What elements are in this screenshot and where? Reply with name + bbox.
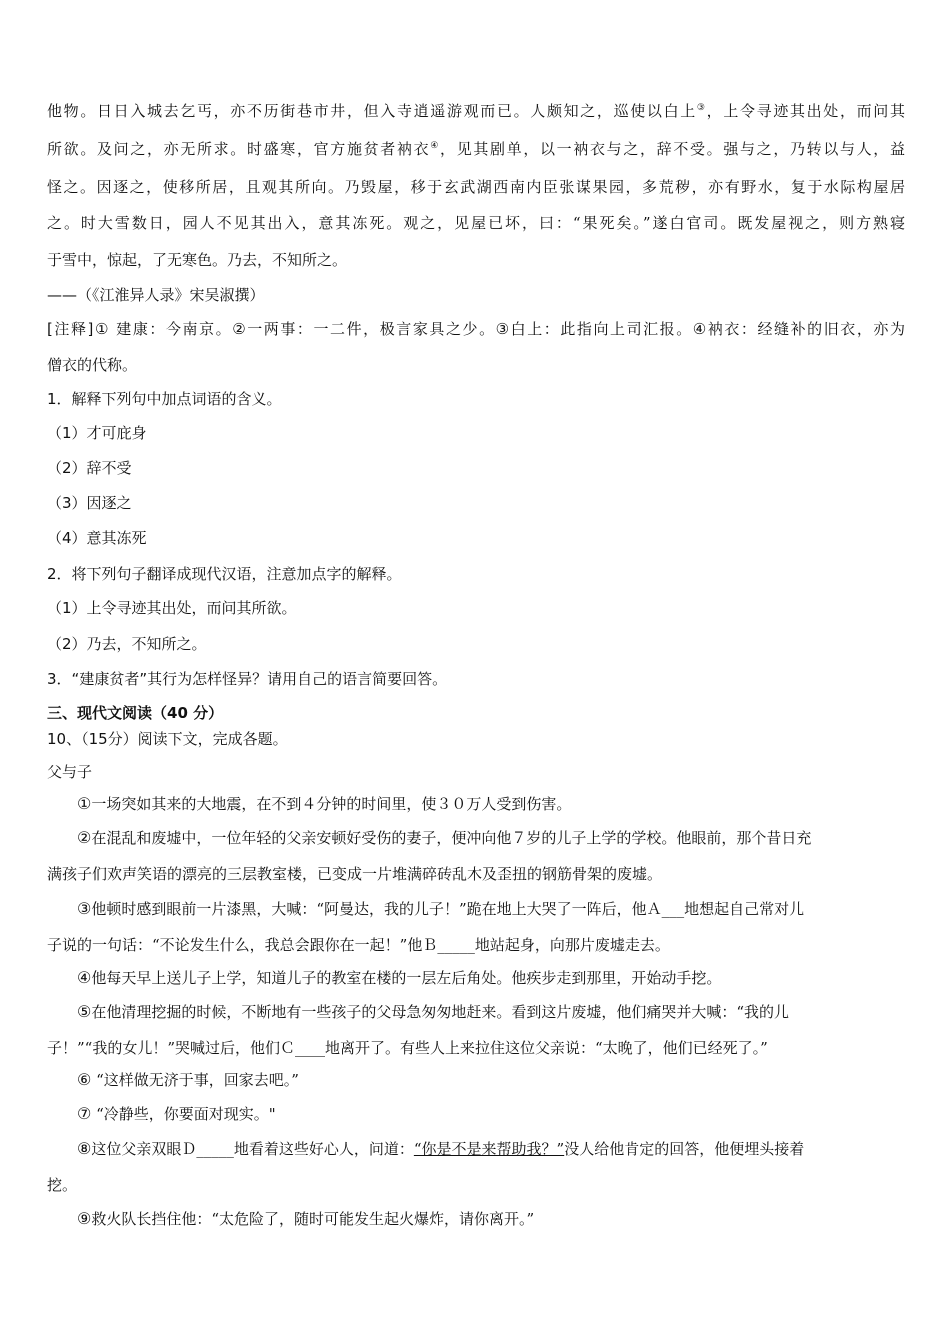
passage-line-3: 怪之。因逐之，使移所居，且观其所向。乃毁屋，移于玄武湖西南内臣张谋果园，多荒秽，亦有野水，复于水际构屋居 <box>47 178 905 196</box>
passage-note: [注释]① 建康：今南京。②一两事：一二件，极言家具之少。③白上：此指向上司汇报。④衲衣：经缝补的旧衣，亦为 <box>47 320 905 338</box>
story-paragraph-8: ⑧这位父亲双眼Ｄ_____地看着这些好心人，问道：“你是不是来帮助我？”没人给他肯定的回答，他便埋头接着 <box>77 1139 805 1158</box>
story-paragraph-1: ①一场突如其来的大地震，在不到４分钟的时间里，使３０万人受到伤害。 <box>77 794 572 813</box>
passage-line-2: 所欲。及问之，亦无所求。时盛寒，官方施贫者衲衣④，见其剧单，以一衲衣与之，辞不受。强与之，乃转以与人，益 <box>47 140 905 158</box>
story-paragraph-2: ②在混乱和废墟中，一位年轻的父亲安顿好受伤的妻子，便冲向他７岁的儿子上学的学校。他眼前，那个昔日充 <box>77 828 812 847</box>
passage-note-cont: 僧衣的代称。 <box>47 356 138 374</box>
question-2: 2．将下列句子翻译成现代汉语，注意加点字的解释。 <box>47 565 402 583</box>
passage-line-5: 于雪中，惊起，了无寒色。乃去，不知所之。 <box>47 251 348 269</box>
story-paragraph-3: ③他顿时感到眼前一片漆黑，大喊：“阿曼达，我的儿子！”跪在地上大哭了一阵后，他Ａ___地想起自己常对儿 <box>77 899 805 918</box>
question-2-item: （1）上令寻迹其出处，而问其所欲。 <box>47 599 297 617</box>
story-paragraph-7: ⑦ “冷静些，你要面对现实。" <box>77 1104 276 1123</box>
story-paragraph-5-cont: 子！”“我的女儿！”哭喊过后，他们Ｃ____地离开了。有些人上来拉住这位父亲说：“太晚了，他们已经死了。” <box>47 1039 768 1057</box>
story-title: 父与子 <box>47 763 93 781</box>
section-heading: 三、现代文阅读（40 分） <box>47 704 224 722</box>
story-paragraph-9: ⑨救火队长挡住他：“太危险了，随时可能发生起火爆炸，请你离开。” <box>77 1209 535 1228</box>
question-1-item: （4）意其冻死 <box>47 529 147 547</box>
passage-line-1: 他物。日日入城去乞丐，亦不历街巷市井，但入寺逍遥游观而已。人颇知之，巡使以白上③，上令寻迹其出处，而问其 <box>47 102 905 120</box>
question-1-item: （3）因逐之 <box>47 494 132 512</box>
story-paragraph-5: ⑤在他清理挖掘的时候，不断地有一些孩子的父母急匆匆地赶来。看到这片废墟，他们痛哭并大喊：“我的儿 <box>77 1002 790 1021</box>
story-paragraph-6: ⑥ “这样做无济于事，回家去吧。” <box>77 1070 299 1089</box>
question-3: 3．“建康贫者”其行为怎样怪异？请用自己的语言简要回答。 <box>47 670 448 688</box>
story-paragraph-8-cont: 挖。 <box>47 1176 78 1194</box>
question-2-item: （2）乃去，不知所之。 <box>47 635 207 653</box>
question-1: 1．解释下列句中加点词语的含义。 <box>47 390 282 408</box>
story-paragraph-3-cont: 子说的一句话：“不论发生什么，我总会跟你在一起！”他Ｂ_____地站起身，向那片废墟走去。 <box>47 936 670 954</box>
story-paragraph-2-cont: 满孩子们欢声笑语的漂亮的三层教室楼，已变成一片堆满碎砖乱木及歪扭的钢筋骨架的废墟。 <box>47 865 663 883</box>
passage-source: ——（《江淮异人录》宋吴淑撰） <box>47 286 265 304</box>
question-1-item: （2）辞不受 <box>47 459 132 477</box>
story-paragraph-4: ④他每天早上送儿子上学，知道儿子的教室在楼的一层左后角处。他疾步走到那里，开始动手挖。 <box>77 968 722 987</box>
passage-line-4: 之。时大雪数日，园人不见其出入，意其冻死。观之，见屋已坏，曰：“果死矣。”遂白官司。既发屋视之，则方熟寝 <box>47 214 905 232</box>
question-1-item: （1）才可庇身 <box>47 424 147 442</box>
question-10-intro: 10、（15分）阅读下文，完成各题。 <box>47 730 288 748</box>
